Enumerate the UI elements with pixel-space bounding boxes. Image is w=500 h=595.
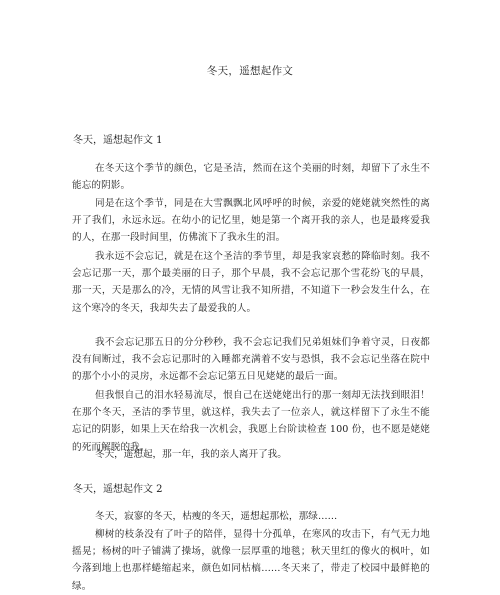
section-heading-1: 冬天，遥想起作文 1 bbox=[73, 135, 163, 146]
document-title: 冬天，遥想起作文 bbox=[206, 65, 294, 77]
paragraph: 在冬天这个季节的颜色，它是圣洁，然而在这个美丽的时刻，却留下了永生不能忘的阴影。 bbox=[72, 163, 430, 192]
paragraph: 同是在这个季节，同是在大雪飘飘北风呼呼的时候，亲爱的姥姥就突然性的离开了我们，永远永远。在幼小的记忆里，她是第一个离开我的亲人，也是最疼爱我的人，在那一段时间里，仿佛流下了我永生的泪。 bbox=[72, 198, 430, 244]
paragraph: 柳树的枝条没有了叶子的陪伴，显得十分孤单，在寒风的攻击下，有气无力地摇晃；杨树的叶子铺满了操场，就像一层厚重的地毯；秋天里红的像火的枫叶，如今落到地上也那样蜷缩起来，颜色如同枯槁……冬天来了，带走了校园中最鲜艳的绿。 bbox=[72, 529, 430, 592]
paragraph: 冬天，寂寥的冬天，枯瘦的冬天，遥想起那松，那绿…… bbox=[95, 511, 338, 522]
paragraph: 但我恨自己的泪水轻易流尽，恨自己在送姥姥出行的那一刻却无法找到眼泪！在那个冬天，圣洁的季节里，就这样，我失去了一位亲人，就这样留下了永生不能忘记的阴影，如果上天在给我一次机会，我愿上台阶读检查 100 份，也不愿是姥姥的死而解脱的我。 bbox=[72, 390, 430, 453]
section-heading-2: 冬天，遥想起作文 2 bbox=[73, 484, 163, 495]
paragraph: 我不会忘记那五日的分分秒秒，我不会忘记我们兄弟姐妹们争着守灵，日夜都没有间断过，我不会忘记那时的入睡都充满着不安与恐惧，我不会忘记坐落在院中的那个小小的灵房，永远都不会忘记第五日见姥姥的最后一面。 bbox=[72, 337, 430, 383]
paragraph: 我永远不会忘记，就是在这个圣洁的季节里，却是我家哀愁的降临时刻。我不会忘记那一天，那个最美丽的日子，那个早晨，我不会忘记那个雪花纷飞的早晨，那一天，天是那么的冷，无情的风雪让我不知所措，不知道下一秒会发生什么，在这个寒冷的冬天，我却失去了最爱我的人。 bbox=[72, 251, 430, 314]
closing-line: 冬天，遥想起，那一年，我的亲人离开了我。 bbox=[95, 449, 287, 460]
